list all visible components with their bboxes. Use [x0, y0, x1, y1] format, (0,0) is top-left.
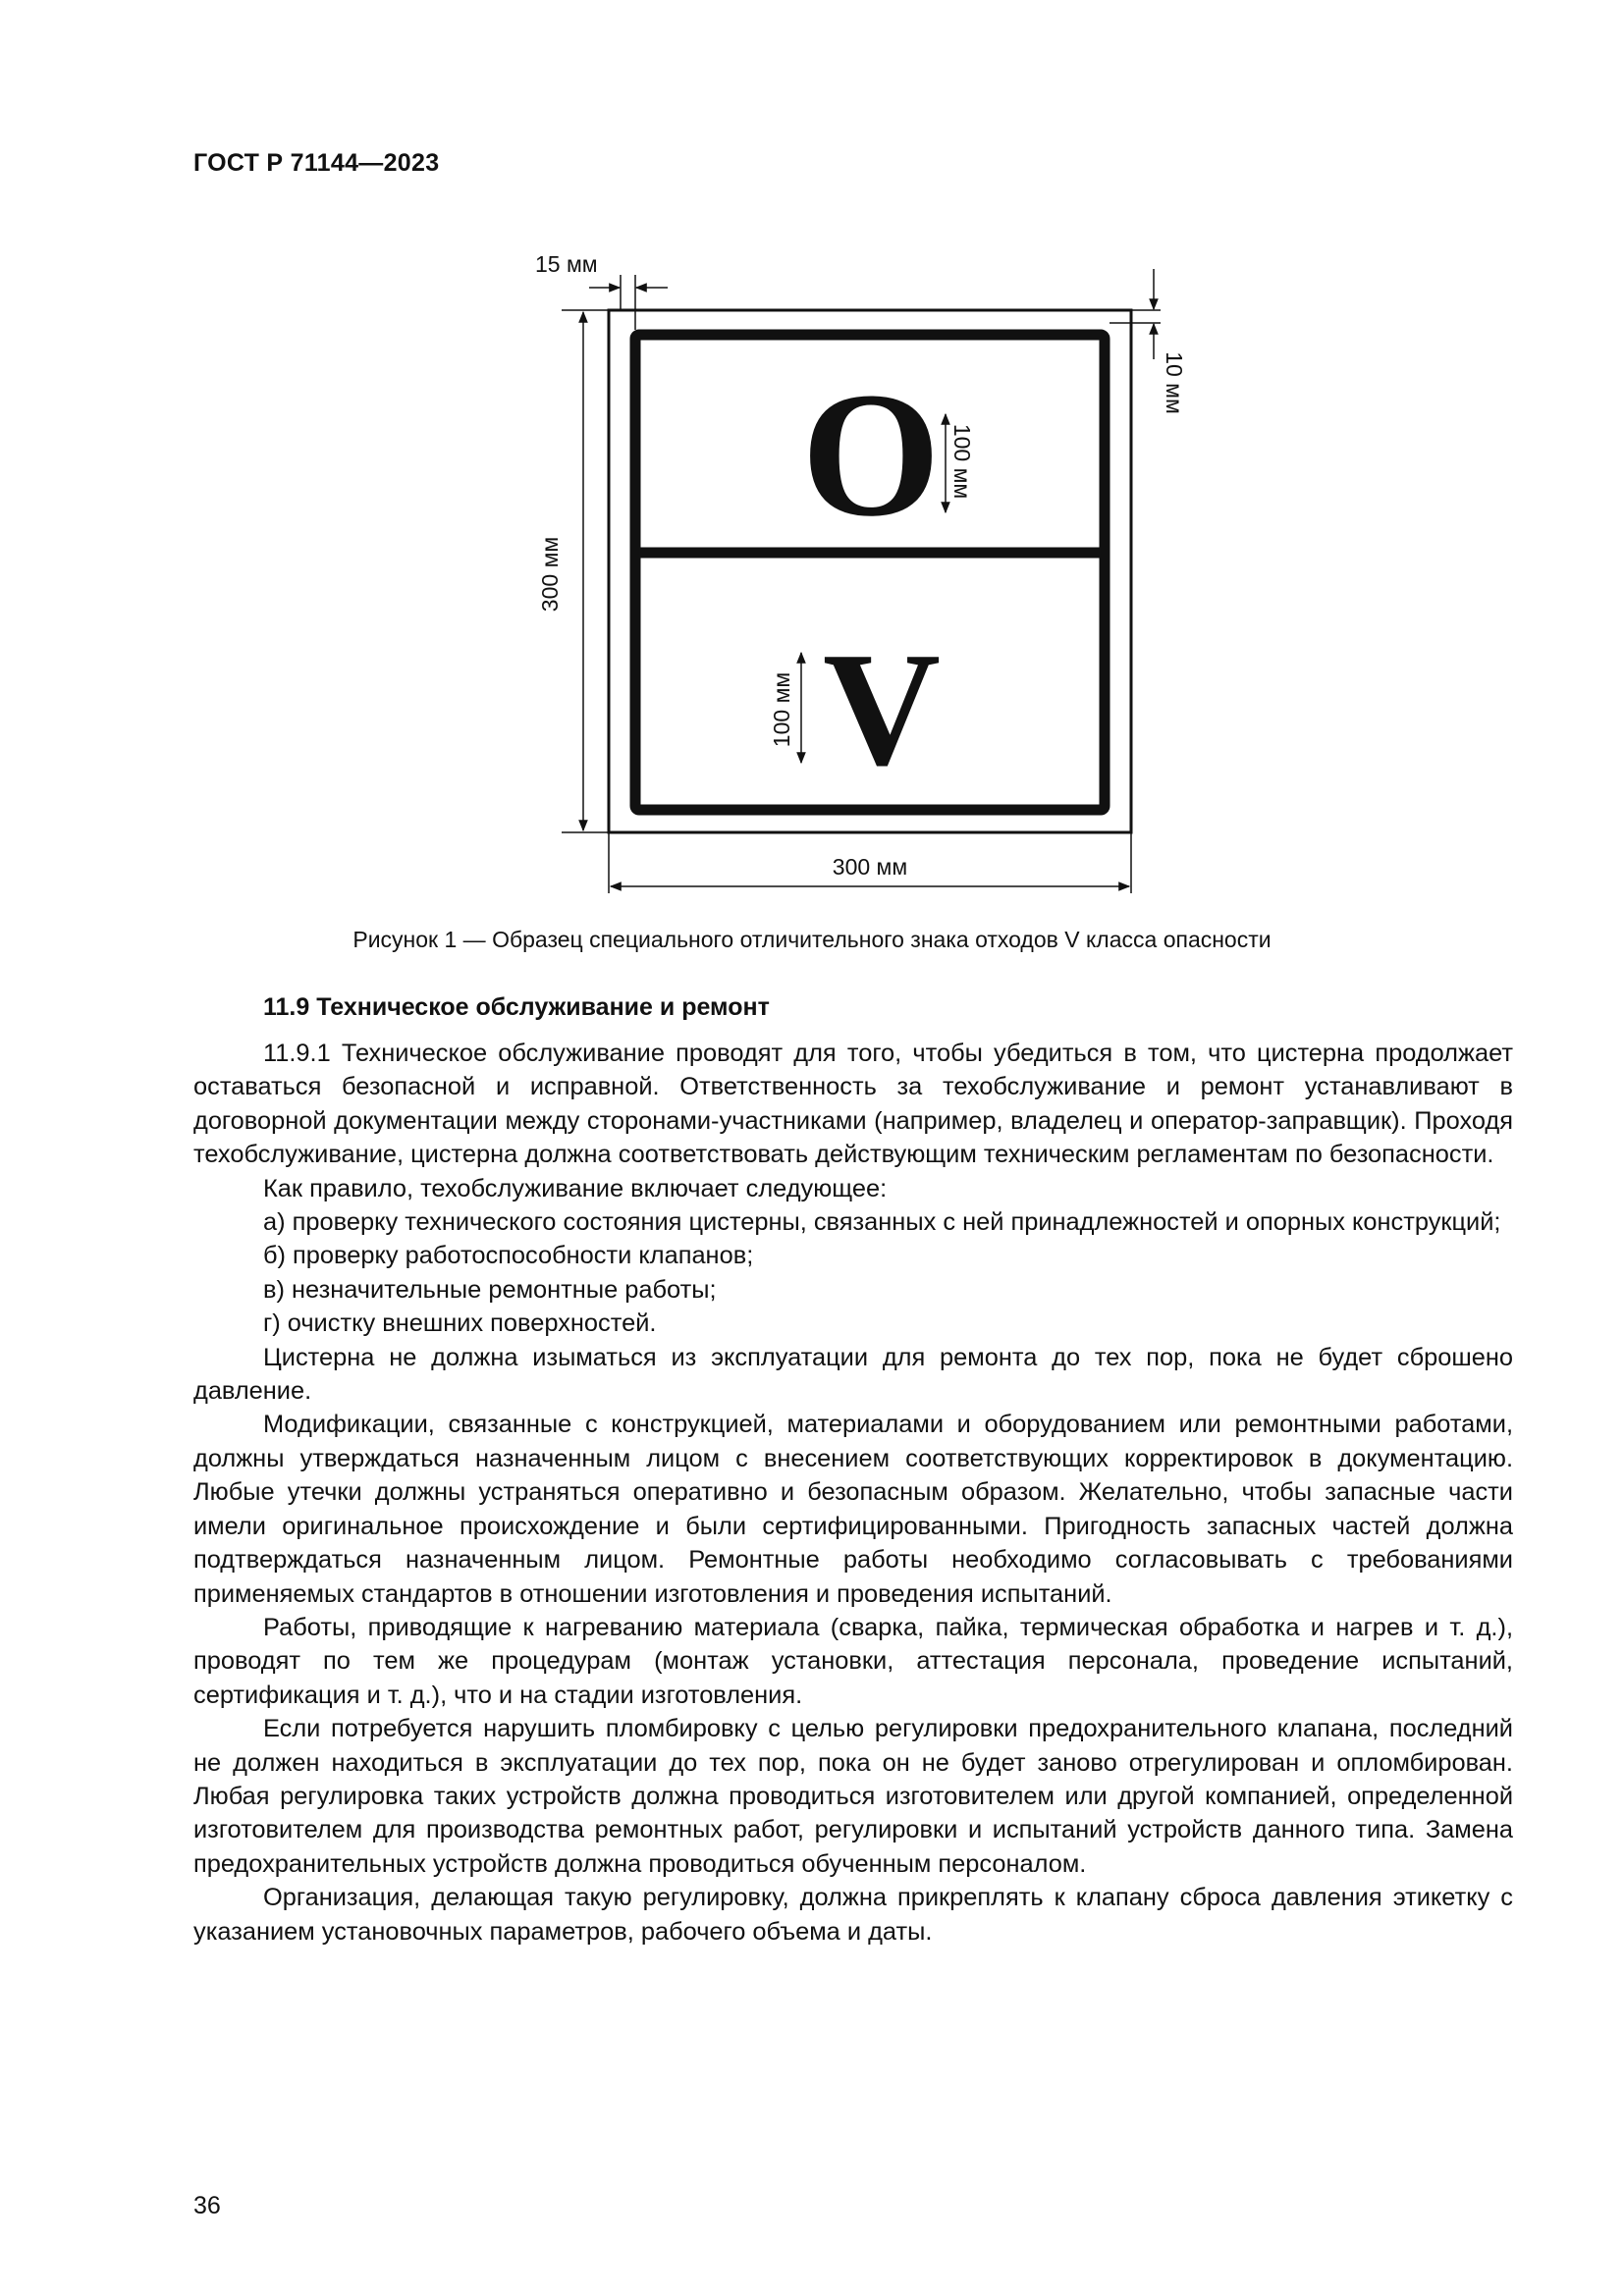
- dim-label-letter-v: 100 мм: [769, 671, 794, 748]
- paragraph: Организация, делающая такую регулировку, должна прикреплять к клапану сброса давления этикетку с указанием установочных параметров, рабочего объема и даты.: [193, 1884, 1513, 1946]
- hazard-sign-figure: [511, 245, 1198, 903]
- dim-label-frame-offset: 10 мм: [1162, 351, 1187, 414]
- document-header: ГОСТ Р 71144—2023: [193, 149, 440, 177]
- paragraph: 11.9.1 Техническое обслуживание проводят для того, чтобы убедиться в том, что цистерна продолжает оставаться безопасной и исправной. Ответственность за техобслуживание и ремонт устанавливают в договорной документации между сторонами-участниками (например, владелец и оператор-заправщик). Проходя техобслуживание, цистерна должна соответствовать действующим техническим регламентам по безопасности.: [193, 1040, 1513, 1169]
- list-item: г) очистку внешних поверхностей.: [263, 1309, 657, 1338]
- sign-letter-o: O: [801, 356, 941, 554]
- sign-letter-v: V: [823, 618, 941, 799]
- dim-label-border-gap: 15 мм: [535, 251, 598, 277]
- list-item: б) проверку работоспособности клапанов;: [263, 1242, 754, 1270]
- dim-label-height: 300 мм: [537, 536, 563, 613]
- page-number: 36: [193, 2192, 221, 2219]
- section-body: [193, 1037, 1513, 1949]
- paragraph: Цистерна не должна изыматься из эксплуатации для ремонта до тех пор, пока не будет сброшено давление.: [193, 1343, 1513, 1406]
- section-heading: 11.9 Техническое обслуживание и ремонт: [263, 993, 770, 1021]
- paragraph: Работы, приводящие к нагреванию материала (сварка, пайка, термическая обработка и нагрев и т. д.), проводят по тем же процедурам (монтаж установки, аттестация персонала, проведение испытаний, сертификация и т. д.), что и на стадии изготовления.: [193, 1613, 1513, 1709]
- dim-label-width: 300 мм: [832, 854, 908, 880]
- figure-caption: Рисунок 1 — Образец специального отличительного знака отходов V класса опасности: [352, 927, 1272, 952]
- list-item: в) незначительные ремонтные работы;: [263, 1275, 717, 1304]
- list-item: а) проверку технического состояния цистерны, связанных с ней принадлежностей и опорных конструкций;: [263, 1208, 1501, 1237]
- paragraph: Как правило, техобслуживание включает следующее:: [263, 1174, 888, 1202]
- paragraph: Модификации, связанные с конструкцией, материалами и оборудованием или ремонтными работами, должны утверждаться назначенным лицом с внесением соответствующих корректировок в документацию. Любые утечки должны устраняться оперативно и безопасным образом. Желательно, чтобы запасные части имели оригинальное происхождение и были сертифицированными. Пригодность запасных частей должна подтверждаться назначенным лицом. Ремонтные работы необходимо согласовывать с требованиями применяемых стандартов в отношении изготовления и проведения испытаний.: [193, 1411, 1513, 1608]
- dim-label-letter-o: 100 мм: [949, 423, 975, 500]
- paragraph: Если потребуется нарушить пломбировку с целью регулировки предохранительного клапана, последний не должен находиться в эксплуатации до тех пор, пока он не будет заново отрегулирован и опломбирован. Любая регулировка таких устройств должна проводиться изготовителем или другой компанией, определенной изготовителем для производства ремонтных работ, регулировки и испытаний устройств данного типа. Замена предохранительных устройств должна проводиться обученным персоналом.: [193, 1715, 1513, 1878]
